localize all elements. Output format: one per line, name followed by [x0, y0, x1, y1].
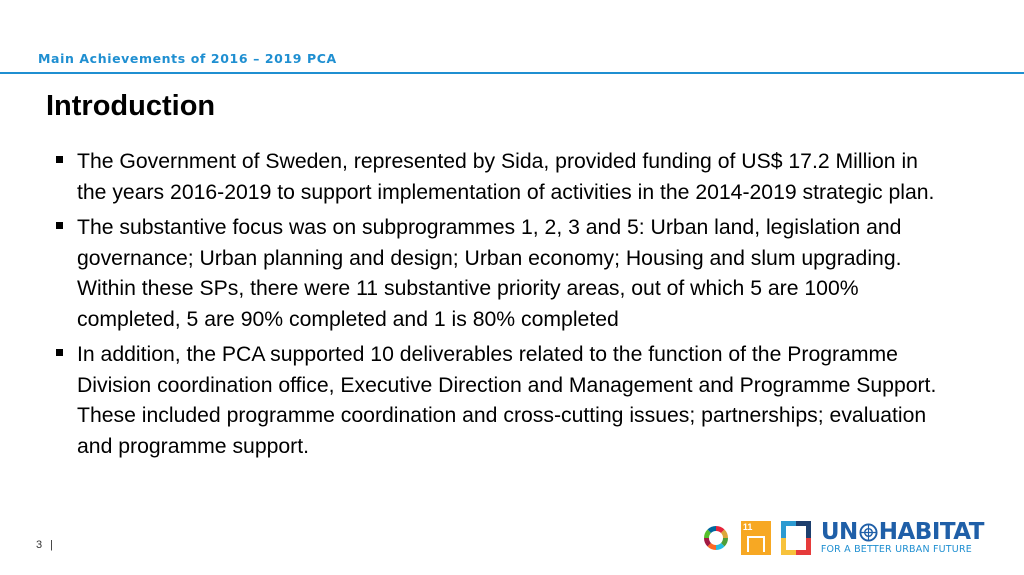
nua-inner	[786, 526, 806, 550]
header-title: Main Achievements of 2016 – 2019 PCA	[38, 51, 337, 66]
footer-logos	[703, 520, 984, 556]
bullet-text: In addition, the PCA supported 10 deliverables related to the function of the Programme Division coordination office, Executive Direction and Management and Programme Support. These included programme coordination and cross-cutting issues; partnerships; evaluation and programme support.	[77, 343, 937, 458]
sdg-color-wheel-icon	[703, 525, 729, 551]
new-urban-agenda-icon	[781, 521, 811, 555]
bullet-text: The Government of Sweden, represented by Sida, provided funding of US$ 17.2 Million in the years 2016-2019 to support implementation of activities in the 2014-2019 strategic plan.	[77, 150, 935, 204]
page-number	[36, 539, 53, 551]
un-habitat-logo	[820, 518, 984, 556]
bullet-list	[52, 147, 952, 467]
page-number-separator: |	[50, 539, 53, 551]
bullet-item	[52, 340, 952, 462]
un-emblem-icon	[859, 523, 878, 542]
slide-title: Introduction	[46, 90, 216, 122]
bullet-text: The substantive focus was on subprogrammes 1, 2, 3 and 5: Urban land, legislation and governance; Urban planning and design; Urban economy; Housing and slum upgrading. Within these SPs, there were 11 substantive priority areas, out of which 5 are 100% completed, 5 are 90% completed and 1 is 80% completed	[77, 216, 902, 331]
square-bullet-icon	[56, 222, 63, 229]
sdg11-building-icon	[747, 536, 765, 552]
bullet-item	[52, 147, 952, 208]
un-habitat-tagline: FOR A BETTER URBAN FUTURE	[820, 543, 972, 555]
sdg11-number-mark: 11	[742, 522, 753, 532]
un-habitat-wordmark	[820, 518, 984, 545]
bullet-item	[52, 213, 952, 335]
page-number-value: 3	[36, 539, 43, 551]
header-divider	[0, 72, 1024, 74]
wordmark-un: UN	[820, 518, 858, 545]
square-bullet-icon	[56, 156, 63, 163]
square-bullet-icon	[56, 349, 63, 356]
wordmark-habitat: HABITAT	[878, 518, 984, 545]
sdg-goal-11-icon	[741, 521, 771, 555]
